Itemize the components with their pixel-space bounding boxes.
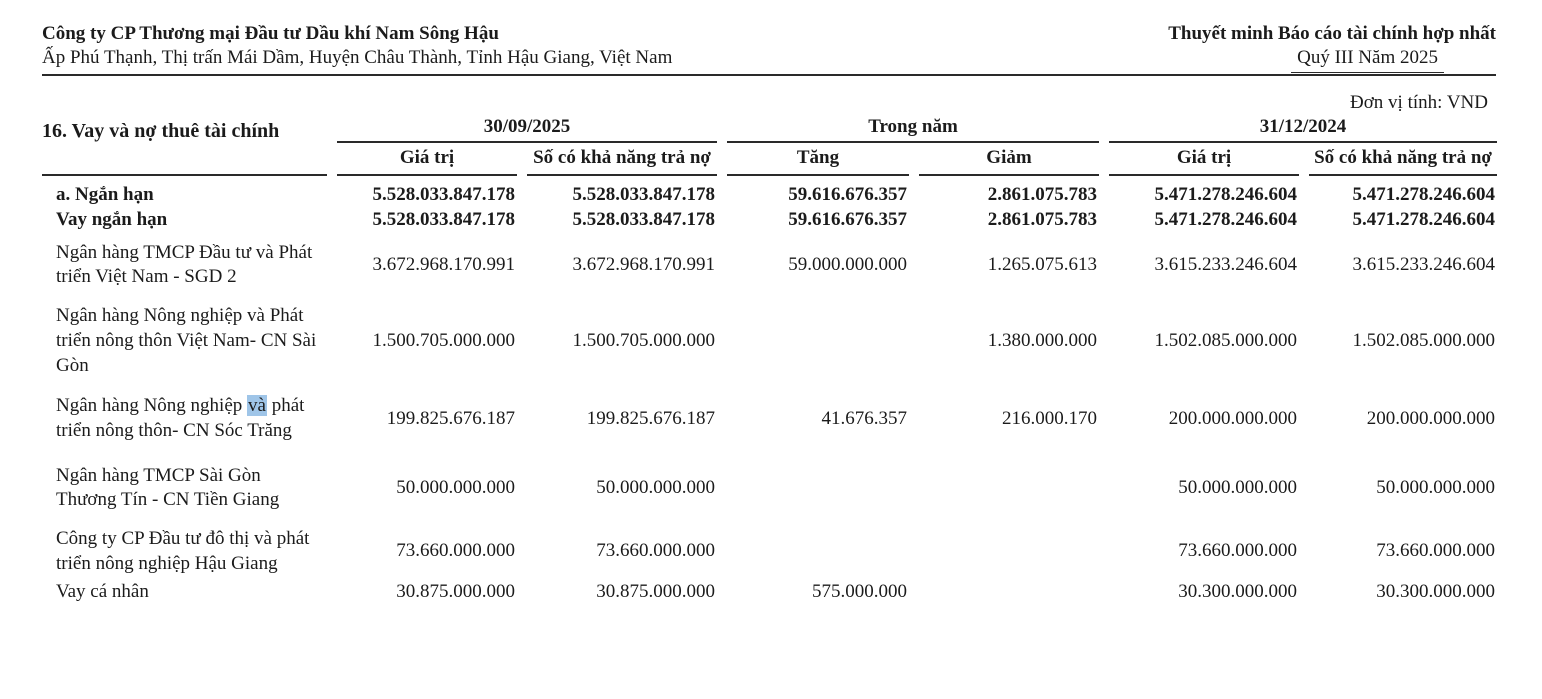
cell-value: 5.528.033.847.178 <box>372 209 515 231</box>
cell-value: 73.660.000.000 <box>1376 540 1495 562</box>
column-group-31-12-2024: 31/12/2024 <box>1109 116 1497 143</box>
report-title: Thuyết minh Báo cáo tài chính hợp nhất <box>1168 23 1496 44</box>
table-row <box>42 527 1500 576</box>
cell-value: 1.265.075.613 <box>987 254 1097 276</box>
cell-value: 30.300.000.000 <box>1376 581 1495 603</box>
cell-value: 575.000.000 <box>812 581 907 603</box>
cell-value: 3.672.968.170.991 <box>372 254 515 276</box>
cell-value: 1.380.000.000 <box>987 329 1097 351</box>
row-label: Vay cá nhân <box>56 581 149 603</box>
loans-table <box>42 116 1500 605</box>
row-label-text: phát triển nông thôn- CN Sóc Trăng <box>56 395 305 441</box>
cell-value: 73.660.000.000 <box>1178 540 1297 562</box>
row-label: a. Ngắn hạn <box>56 184 154 206</box>
row-label-text: Ngân hàng Nông nghiệp <box>56 395 248 417</box>
cell-value: 59.616.676.357 <box>788 184 907 206</box>
cell-value: 2.861.075.783 <box>987 209 1097 231</box>
company-name: Công ty CP Thương mại Đầu tư Dầu khí Nam Sông Hậu <box>42 23 499 44</box>
cell-value: 200.000.000.000 <box>1366 407 1495 429</box>
col-header-so-co-kha-nang-1: Số có khả năng trả nợ <box>527 143 717 177</box>
cell-value: 30.875.000.000 <box>396 581 515 603</box>
col-header-gia-tri-2: Giá trị <box>1109 143 1299 177</box>
cell-value: 30.300.000.000 <box>1178 581 1297 603</box>
header-divider <box>42 74 1496 76</box>
cell-value: 199.825.676.187 <box>386 407 515 429</box>
cell-value: 200.000.000.000 <box>1168 407 1297 429</box>
table-row <box>42 394 1500 443</box>
col-header-giam: Giảm <box>919 143 1099 177</box>
row-label: Ngân hàng TMCP Đầu tư và Phát triển Việt Nam - SGD 2 <box>56 241 313 288</box>
label-column-header <box>42 143 327 177</box>
cell-value: 199.825.676.187 <box>586 407 715 429</box>
cell-value: 5.471.278.246.604 <box>1352 209 1495 231</box>
table-row <box>42 580 1500 605</box>
cell-value: 1.502.085.000.000 <box>1352 329 1495 351</box>
column-group-30-09-2025: 30/09/2025 <box>337 116 717 143</box>
cell-value: 50.000.000.000 <box>1376 476 1495 498</box>
cell-value: 50.000.000.000 <box>396 476 515 498</box>
cell-value: 5.471.278.246.604 <box>1154 209 1297 231</box>
table-group-header-row <box>42 116 1500 143</box>
row-label: Vay ngắn hạn <box>56 209 168 231</box>
row-label <box>42 394 318 443</box>
highlighted-text[interactable]: và <box>248 395 266 417</box>
report-period: Quý III Năm 2025 <box>1291 46 1444 72</box>
cell-value: 59.616.676.357 <box>788 209 907 231</box>
section-title: 16. Vay và nợ thuê tài chính <box>42 119 280 142</box>
table-row <box>42 304 1500 378</box>
company-block <box>42 22 672 71</box>
cell-value: 5.528.033.847.178 <box>572 184 715 206</box>
company-address: Ấp Phú Thạnh, Thị trấn Mái Dầm, Huyện Châu Thành, Tỉnh Hậu Giang, Việt Nam <box>42 47 673 69</box>
col-header-gia-tri-1: Giá trị <box>337 143 517 177</box>
cell-value: 3.672.968.170.991 <box>572 254 715 276</box>
cell-value: 5.471.278.246.604 <box>1352 184 1495 206</box>
document-header <box>0 0 1542 73</box>
cell-value: 59.000.000.000 <box>788 254 907 276</box>
cell-value: 50.000.000.000 <box>596 476 715 498</box>
column-group-trong-nam: Trong năm <box>727 116 1099 143</box>
cell-value: 5.528.033.847.178 <box>572 209 715 231</box>
table-row <box>42 241 1500 290</box>
col-header-so-co-kha-nang-2: Số có khả năng trả nợ <box>1309 143 1497 177</box>
cell-value: 3.615.233.246.604 <box>1352 254 1495 276</box>
col-header-tang: Tăng <box>727 143 909 177</box>
cell-value: 5.471.278.246.604 <box>1154 184 1297 206</box>
table-row <box>42 208 1500 233</box>
cell-value: 5.528.033.847.178 <box>372 184 515 206</box>
cell-value: 1.502.085.000.000 <box>1154 329 1297 351</box>
currency-unit-label: Đơn vị tính: VND <box>1350 91 1488 113</box>
cell-value: 1.500.705.000.000 <box>572 329 715 351</box>
table-row <box>42 464 1500 513</box>
cell-value: 1.500.705.000.000 <box>372 329 515 351</box>
cell-value: 73.660.000.000 <box>396 540 515 562</box>
row-label: Ngân hàng Nông nghiệp và Phát triển nông thôn Việt Nam- CN Sài Gòn <box>56 305 317 376</box>
cell-value: 30.875.000.000 <box>596 581 715 603</box>
cell-value: 216.000.170 <box>1002 407 1097 429</box>
cell-value: 50.000.000.000 <box>1178 476 1297 498</box>
report-block <box>1168 22 1496 73</box>
cell-value: 3.615.233.246.604 <box>1154 254 1297 276</box>
row-label: Ngân hàng TMCP Sài Gòn Thương Tín - CN Tiền Giang <box>56 464 280 511</box>
cell-value: 2.861.075.783 <box>987 184 1097 206</box>
table-row <box>42 183 1500 208</box>
table-sub-header-row <box>42 143 1500 177</box>
cell-value: 73.660.000.000 <box>596 540 715 562</box>
cell-value: 41.676.357 <box>821 407 907 429</box>
row-label: Công ty CP Đầu tư đô thị và phát triển nông nghiệp Hậu Giang <box>56 527 310 574</box>
